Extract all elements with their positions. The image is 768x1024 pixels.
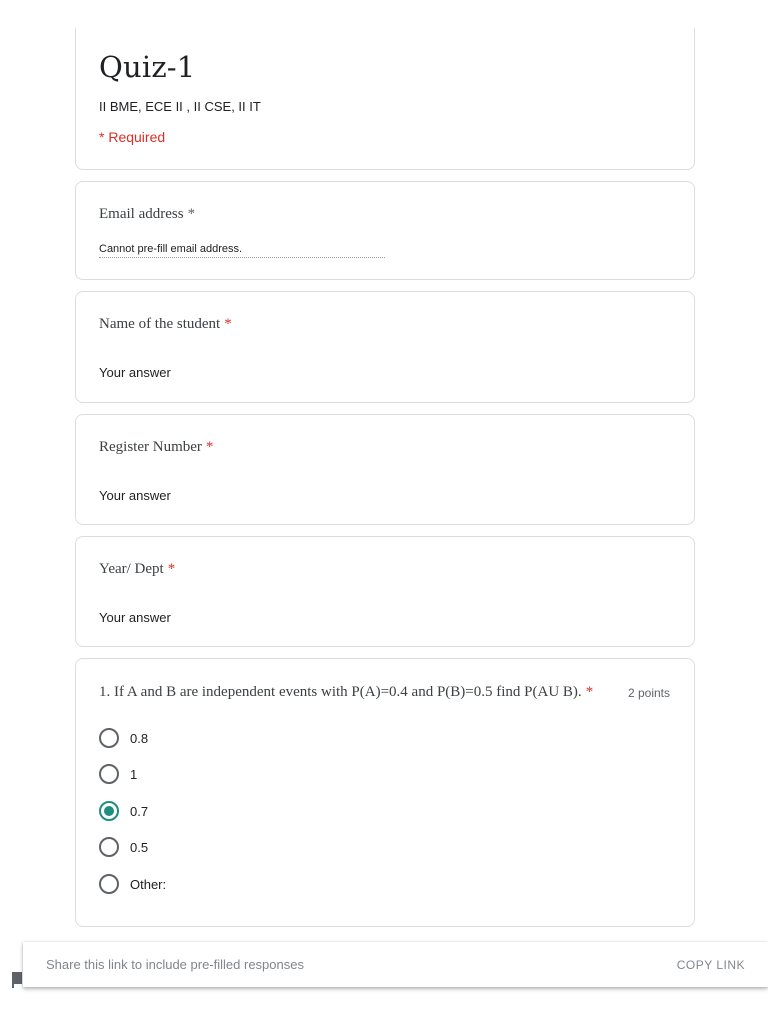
year-dept-question-card [75,536,695,647]
option-label: Other: [130,876,167,892]
required-star: * [205,439,214,455]
required-star: * [585,684,594,700]
email-question-card [75,181,695,280]
required-note: * Required [99,129,166,145]
year-dept-question-title [99,561,175,578]
q1-question-title [99,684,593,701]
option-0-5[interactable] [99,836,399,858]
option-label: 0.5 [130,839,149,855]
option-label: 0.8 [130,730,149,746]
register-question-title [99,439,213,456]
year-dept-answer-input[interactable]: Your answer [99,610,171,625]
required-star: * [187,206,196,222]
name-question-title [99,316,232,333]
option-label: 1 [130,766,138,782]
q1-question-label: 1. If A and B are independent events with P(A)=0.4 and P(B)=0.5 find P(AU B). [99,684,582,700]
year-dept-question-label: Year/ Dept [99,561,164,577]
required-star: * [167,561,176,577]
form-title: Quiz-1 [99,50,196,84]
option-0-7[interactable] [99,800,399,822]
radio-button[interactable] [99,837,119,857]
email-question-label: Email address [99,206,184,222]
points-badge: 2 points [627,686,670,700]
share-prefill-text: Share this link to include pre-filled responses [46,957,304,972]
radio-button[interactable] [99,728,119,748]
register-question-label: Register Number [99,439,202,455]
radio-button-selected[interactable] [99,801,119,821]
option-0-8[interactable] [99,727,399,749]
name-question-label: Name of the student [99,316,221,332]
name-answer-input[interactable]: Your answer [99,365,171,380]
option-label: 0.7 [130,803,149,819]
email-prefill-note: Cannot pre-fill email address. [99,243,385,258]
share-prefill-bar [23,942,768,987]
option-1[interactable] [99,763,399,785]
register-answer-input[interactable]: Your answer [99,488,171,503]
copy-link-button[interactable]: COPY LINK [676,957,745,972]
form-description: II BME, ECE II , II CSE, II IT [99,99,261,114]
email-question-title [99,206,195,223]
form-header-card [75,28,695,170]
register-question-card [75,414,695,525]
radio-button[interactable] [99,764,119,784]
required-star: * [224,316,232,332]
q1-question-card [75,658,695,927]
flag-icon[interactable] [12,972,22,988]
name-question-card [75,291,695,403]
option-other[interactable] [99,873,399,895]
radio-button[interactable] [99,874,119,894]
